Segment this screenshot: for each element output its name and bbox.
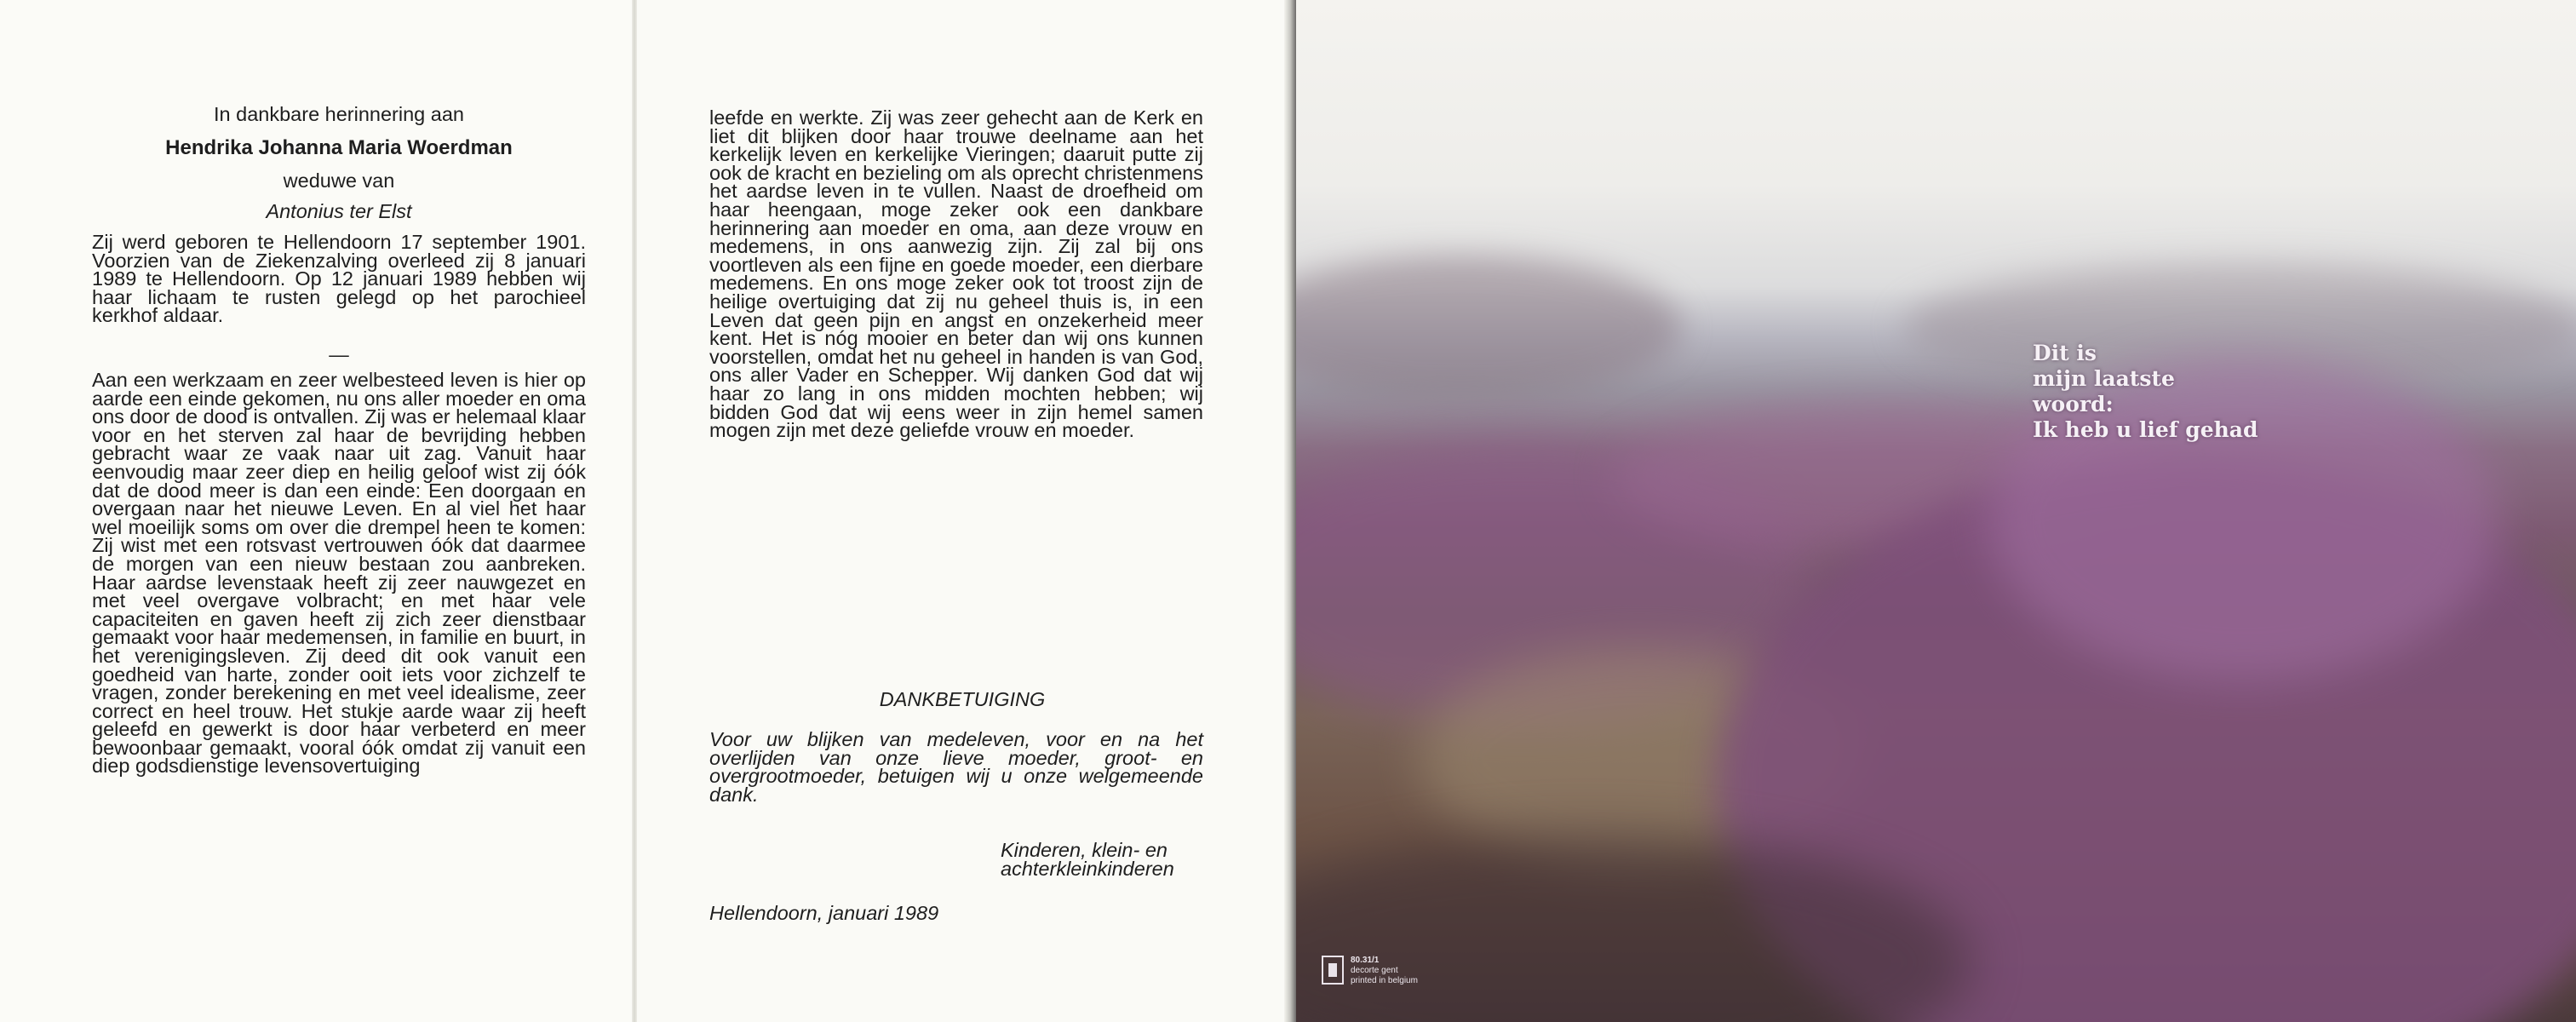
poem-line: mijn laatste [2033,366,2175,391]
card-fold [1284,0,1296,1022]
signers-line: Kinderen, klein- en [1001,839,1168,861]
signers [1001,841,1205,878]
poem-line: Dit is [2033,341,2097,365]
cover-photo-heather [1290,0,2576,1022]
place-date: Hellendoorn, januari 1989 [709,902,939,924]
label-printed: printed in belgium [1351,976,1418,985]
thanks-title: DANKBETUIGING [879,688,1046,710]
birth-death-paragraph: Zij werd geboren te Hellendoorn 17 september 1901. Voorzien van de Ziekenzalving overleed zij 8 januari 1989 te Hellendoorn. Op 12 januari 1989 hebben wij haar lichaam te rusten gelegd op het parochieel kerkhof aldaar. [92,231,586,327]
remembrance-intro: In dankbare herinnering aan [214,103,464,125]
label-code: 80.31/1 [1351,956,1380,965]
life-paragraph: Aan een werkzaam en zeer welbesteed leven is hier op aarde een einde gekomen, nu ons aller moeder en oma ons door de dood is ontvallen. Zij was er helemaal klaar voor en het sterven zal haar de bevrijding hebben gebracht waar ze vaak naar uit zag. Vanuit haar eenvoudig maar zeer diep en heilig geloof wist zij óók dat de dood meer is dan een einde: Een doorgaan en overgaan naar het nieuwe Leven. En al viel het haar wel moeilijk soms om over die drempel heen te komen: Zij wist met een rotsvast vertrouwen óók dat daarmee de morgen van een nieuw bestaan zou aanbreken. Haar aardse levenstaak heeft zij zeer nauwgezet en met veel overgave volbracht; en met haar vele capaciteiten en gaven heeft zij zich zeer dienstbaar gemaakt voor haar medemensen, in familie en buurt, in het verenigingsleven. Zij deed dit ook vanuit een goedheid van harte, zonder ooit iets voor zichzelf te vragen, zonder berekening en met veel idealisme, zeer correct en heel trouw. Het stukje aarde waar zij heeft geleefd en gewerkt is door haar verbeterd en meer bewoonbaar gemaakt, vooral óók omdat zij vanuit een diep godsdienstige levensovertuiging [92,369,586,778]
cover-poem [2033,341,2305,443]
separator-dash: — [329,343,349,365]
relation-text: weduwe van [283,169,395,192]
thanks-body: Voor uw blijken van medeleven, voor en na het overlijden van onze lieve moeder, groot- en overgrootmoeder, betuigen wij u onze welgemeende dank. [709,728,1203,806]
spouse-name: Antonius ter Elst [266,200,412,222]
deceased-name: Hendrika Johanna Maria Woerdman [165,136,513,159]
card-fold [632,0,637,1022]
label-publisher: decorte gent [1351,966,1398,975]
continuation-paragraph: leefde en werkte. Zij was zeer gehecht aan de Kerk en liet dit blijken door haar trouwe deelname aan het kerkelijk leven en kerkelijke Vieringen; daaruit putte zij ook de kracht en bezieling om als oprecht christenmens het aardse leven in te vullen. Naast de droefheid om haar heengaan, moge zeker ook een dankbare herinnering aan moeder en oma, aan deze vrouw en medemens, in ons aanwezig zijn. Zij zal bij ons voortleven als een fijne en goede moeder, een dierbare medemens. En ons moge zeker ook tot troost zijn de heilige overtuiging dat zij nu geheel thuis is, in een Leven dat geen pijn en angst en onzekerheid meer kent. Het is nóg mooier en beter dan wij ons kunnen voorstellen, omdat het nu geheel in handen is van God, ons aller Vader en Schepper. Wij danken God dat wij haar zo lang in ons midden mochten hebben; wij bidden God dat wij eens weer in zijn hemel samen mogen zijn met deze geliefde vrouw en moeder. [709,106,1203,442]
publisher-label [1322,954,1466,991]
distant-hill [1290,256,1682,400]
publisher-logo-icon [1322,956,1344,985]
signers-line: achterkleinkinderen [1001,857,1174,880]
poem-line: woord: [2033,392,2114,416]
poem-line: Ik heb u lief gehad [2033,417,2258,442]
